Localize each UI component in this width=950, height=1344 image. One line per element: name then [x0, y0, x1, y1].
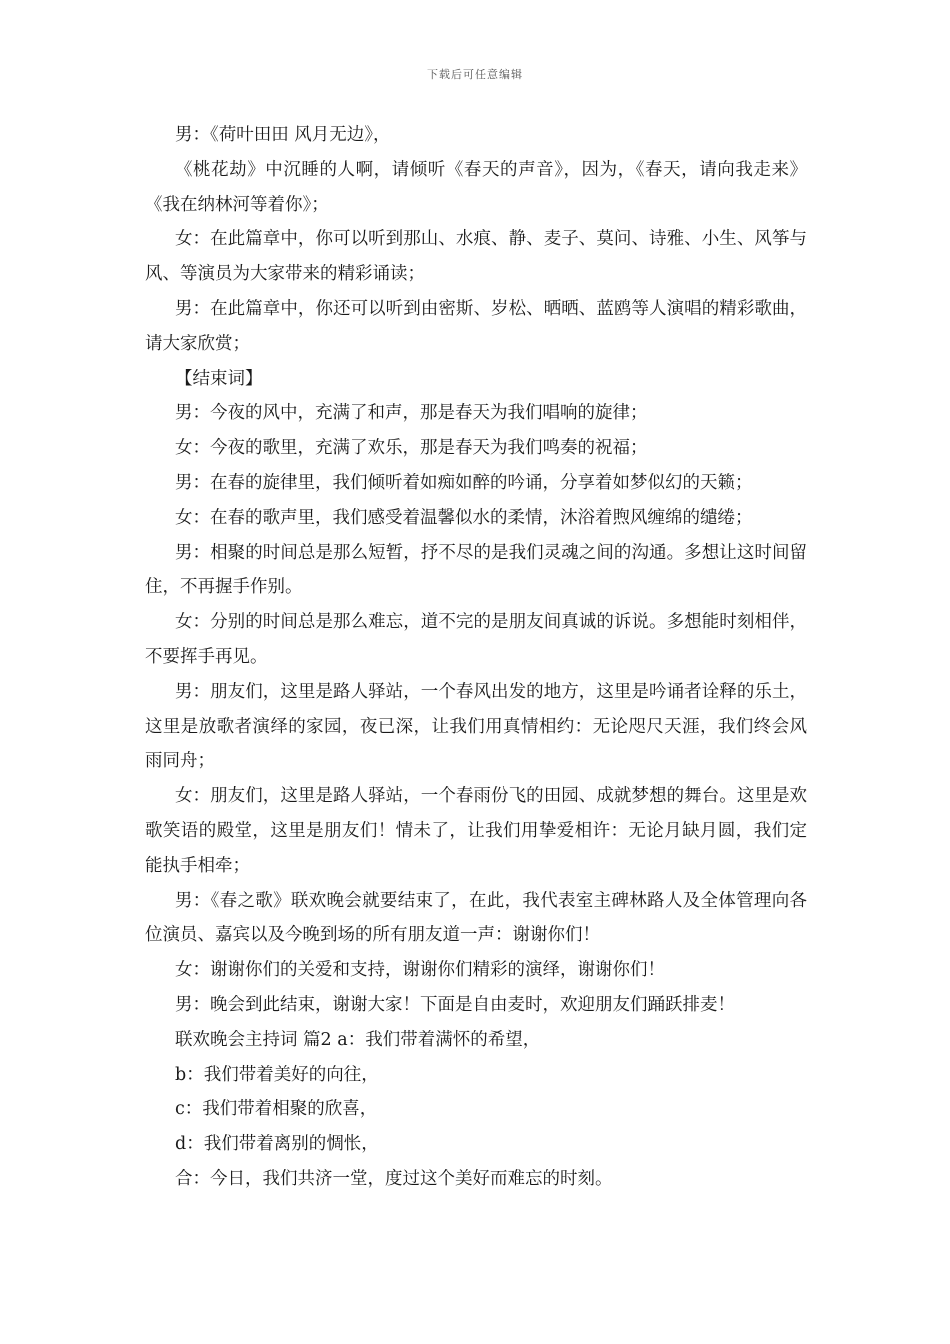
paragraph: d：我们带着离别的惆怅， [175, 1134, 379, 1155]
paragraph: 男：在春的旋律里，我们倾听着如痴如醉的吟诵，分享着如梦似幻的天籁； [175, 472, 753, 493]
paragraph: 女：在此篇章中，你可以听到那山、水痕、静、麦子、莫问、诗雅、小生、风筝与风、等演员为大家带来的精彩诵读； [145, 229, 807, 285]
paragraph: 联欢晚会主持词 篇2 a：我们带着满怀的希望， [175, 1029, 541, 1050]
paragraph: 男：《春之歌》联欢晚会就要结束了，在此，我代表室主碑林路人及全体管理向各位演员、嘉宾以及今晚到场的所有朋友道一声：谢谢你们！ [145, 890, 807, 946]
paragraph: c：我们带着相聚的欣喜， [175, 1099, 378, 1120]
paragraph: 女：谢谢你们的关爱和支持，谢谢你们精彩的演绎，谢谢你们！ [175, 960, 665, 981]
paragraph: 男：朋友们，这里是路人驿站，一个春风出发的地方，这里是吟诵者诠释的乐土，这里是放歌者演绎的家园，夜已深，让我们用真情相约：无论咫尺天涯，我们终会风雨同舟； [145, 681, 807, 772]
paragraph: b：我们带着美好的向往， [175, 1064, 379, 1085]
paragraph: 男：晚会到此结束，谢谢大家！下面是自由麦时，欢迎朋友们踊跃排麦！ [175, 994, 735, 1015]
document-body [145, 118, 807, 1197]
paragraph: 女：分别的时间总是那么难忘，道不完的是朋友间真诚的诉说。多想能时刻相伴，不要挥手再见。 [145, 612, 807, 667]
paragraph: 男：《荷叶田田 风月无边》， [175, 125, 391, 145]
paragraph: 女：在春的歌声里，我们感受着温馨似水的柔情，沐浴着煦风缠绵的缱绻； [175, 507, 753, 528]
paragraph: 男：在此篇章中，你还可以听到由密斯、岁松、晒晒、蓝鸥等人演唱的精彩歌曲，请大家欣赏； [145, 298, 807, 354]
paragraph: 男：今夜的风中，充满了和声，那是春天为我们唱响的旋律； [175, 403, 648, 424]
section-heading: 【结束词】 [175, 368, 263, 389]
paragraph: 《桃花劫》中沉睡的人啊，请倾听《春天的声音》，因为，《春天，请向我走来》《我在纳林河等着你》； [145, 159, 807, 215]
paragraph: 合：今日，我们共济一堂，度过这个美好而难忘的时刻。 [175, 1168, 613, 1189]
paragraph: 男：相聚的时间总是那么短暂，抒不尽的是我们灵魂之间的沟通。多想让这时间留住，不再握手作别。 [145, 542, 807, 598]
paragraph: 女：今夜的歌里，充满了欢乐，那是春天为我们鸣奏的祝福； [175, 438, 648, 459]
paragraph: 女：朋友们，这里是路人驿站，一个春雨份飞的田园、成就梦想的舞台。这里是欢歌笑语的殿堂，这里是朋友们！情未了，让我们用挚爱相许：无论月缺月圆，我们定能执手相牵； [145, 786, 807, 876]
page-header-note: 下载后可任意编辑 [427, 68, 523, 81]
